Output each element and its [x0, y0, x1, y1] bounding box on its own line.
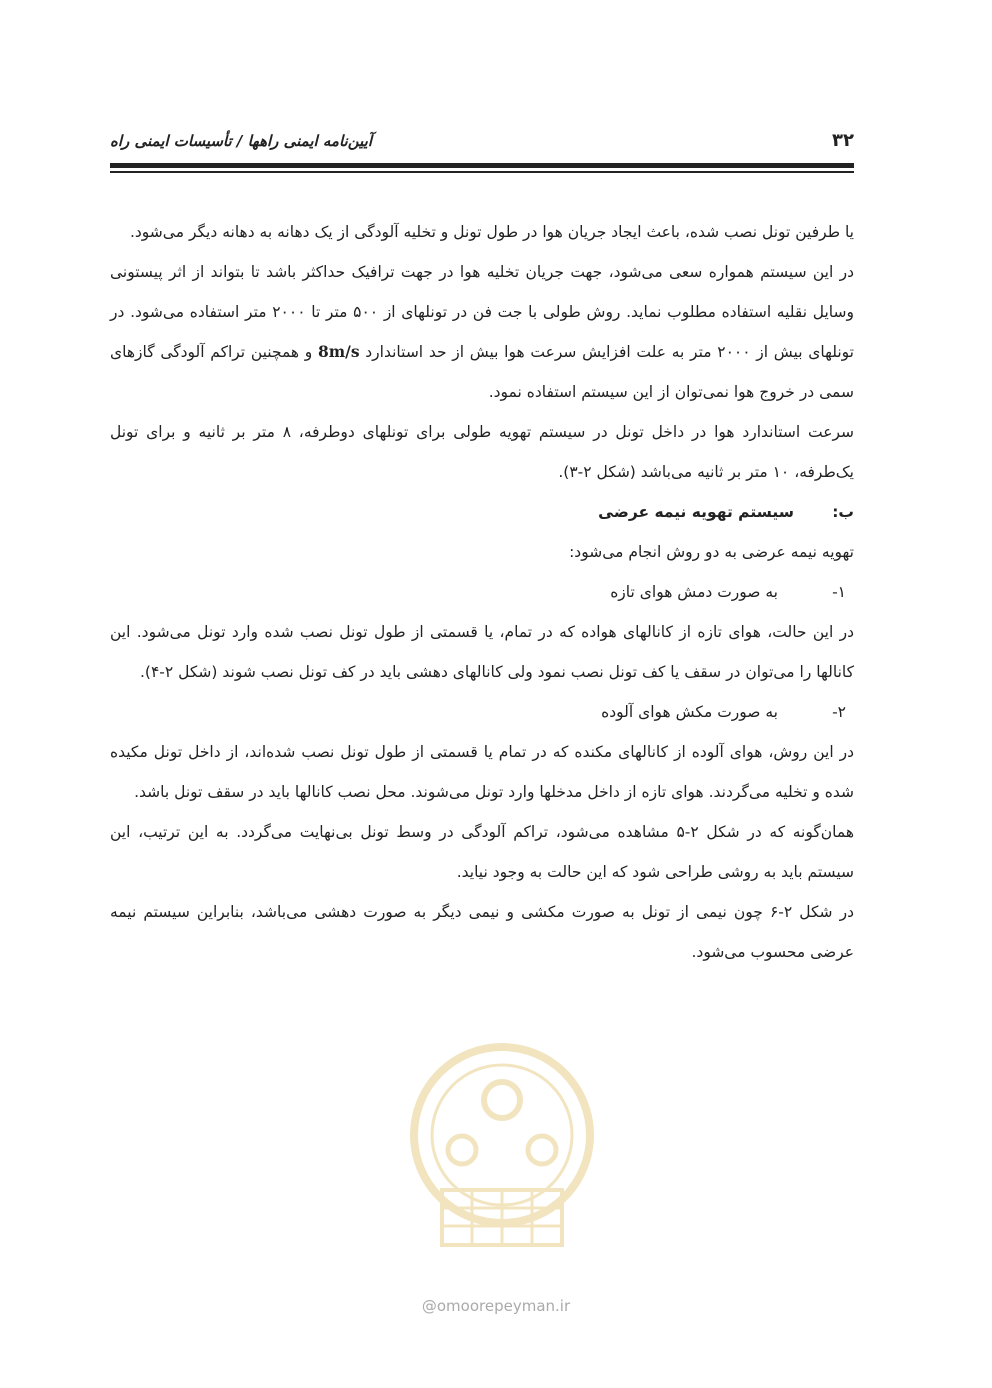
header-rule-thick: [110, 163, 854, 168]
list-item-number: ۲-: [832, 703, 846, 721]
section-heading: [110, 492, 854, 532]
page-number: ۳۲: [832, 130, 854, 151]
section-heading-text: سیستم تهویه نیمه عرضی: [598, 503, 794, 521]
list-item-2: [110, 692, 854, 732]
list-item-1: [110, 572, 854, 612]
list-item-text: به صورت دمش هوای تازه: [610, 583, 778, 601]
paragraph-fresh-air: در این حالت، هوای تازه از کانالهای هواده که در تمام، یا قسمتی از طول تونل نصب شده وارد تونل می‌شود. این کانالها را می‌توان در سقف یا کف تونل نصب نمود ولی کانالهای دهشی باید در کف تونل نصب شوند (شکل ۲-۴).: [110, 623, 854, 681]
paragraph-longitudinal-system: [110, 252, 854, 412]
paragraph-text-before-unit: در این سیستم همواره سعی می‌شود، جهت جریان تخلیه هوا در جهت ترافیک حداکثر باشد تا بتواند از اثر پیستونی وسایل نقلیه استفاده مطلوب نماید. روش طولی با جت فن در تونلهای از ۵۰۰ متر تا ۲۰۰۰ متر استفاده می‌شود. در تونلهای بیش از ۲۰۰۰ متر به علت افزایش سرعت هوا بیش از حد استاندارد: [110, 263, 855, 361]
watermark-logo: [402, 1040, 602, 1270]
header-rule-thin: [110, 171, 854, 173]
running-title: آیین‌نامه ایمنی راهها / تأسیسات ایمنی راه: [110, 132, 372, 150]
page-header: [110, 120, 854, 160]
paragraph-figure-2-5: همان‌گونه که در شکل ۲-۵ مشاهده می‌شود، تراکم آلودگی در وسط تونل بی‌نهایت می‌گردد. به این ترتیب، این سیستم باید به روشی طراحی شود که این حالت به وجود نیاید.: [110, 823, 854, 881]
footer-website: @omoorepeyman.ir: [421, 1297, 571, 1315]
paragraph-text-after-unit: و همچنین تراکم آلودگی گازهای سمی در خروج هوا نمی‌توان از این سیستم استفاده نمود.: [110, 343, 854, 401]
speed-unit: 8m/s: [318, 342, 360, 361]
section-heading-label: ب:: [832, 503, 854, 521]
list-item-number: ۱-: [832, 583, 846, 601]
paragraph-continuation: یا طرفین تونل نصب شده، باعث ایجاد جریان هوا در طول تونل و تخلیه آلودگی از یک دهانه به دهانه دیگر می‌شود.: [129, 223, 854, 241]
paragraph-figure-2-6: در شکل ۲-۶ چون نیمی از تونل به صورت مکشی و نیمی دیگر به صورت دهشی می‌باشد، بنابراین سیستم نیمه عرضی محسوب می‌شود.: [110, 903, 854, 961]
body-text: [110, 212, 854, 972]
paragraph-two-methods: تهویه نیمه عرضی به دو روش انجام می‌شود:: [569, 543, 854, 561]
list-item-text: به صورت مکش هوای آلوده: [601, 703, 778, 721]
paragraph-polluted-air: در این روش، هوای آلوده از کانالهای مکنده که در تمام یا قسمتی از طول تونل نصب شده‌اند، از داخل تونل مکیده شده و تخلیه می‌گردند. هوای تازه از داخل مدخلها وارد تونل می‌شوند. محل نصب کانالها باید در سقف تونل باشد.: [110, 743, 854, 801]
paragraph-standard-speed: سرعت استاندارد هوا در داخل تونل در سیستم تهویه طولی برای تونلهای دوطرفه، ۸ متر بر ثانیه و برای تونل یک‌طرفه، ۱۰ متر بر ثانیه می‌باشد (شکل ۲-۳).: [110, 423, 854, 481]
